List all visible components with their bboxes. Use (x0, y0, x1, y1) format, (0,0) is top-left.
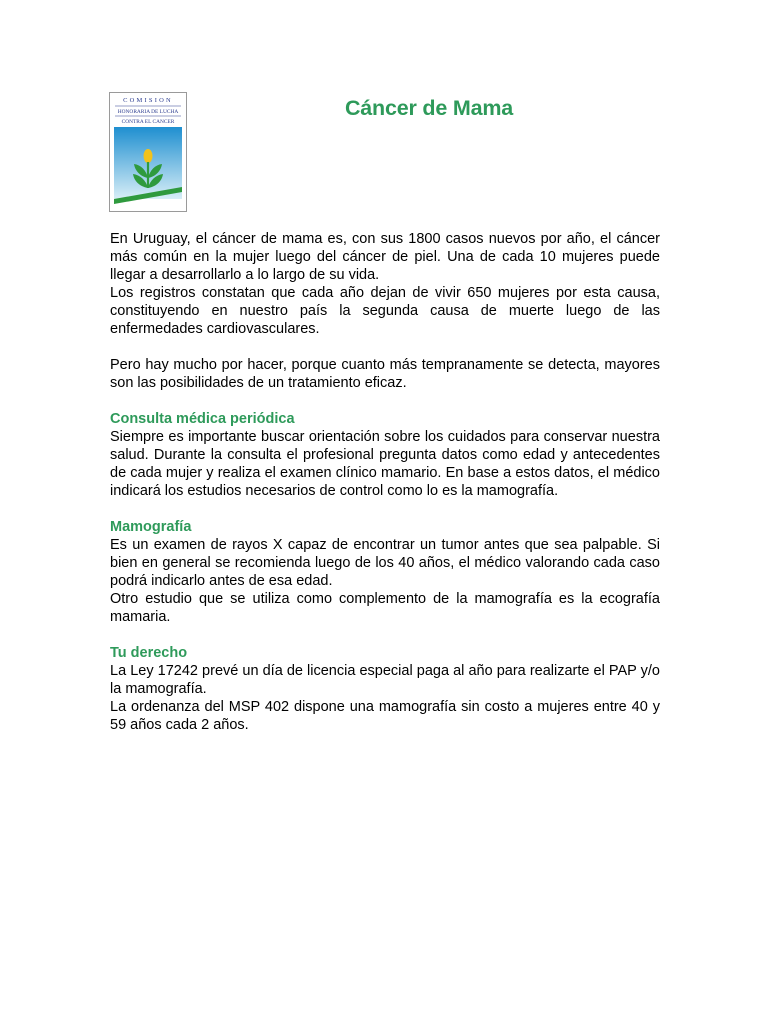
commission-logo (109, 92, 187, 212)
logo-line1: COMISION (123, 97, 173, 104)
page-title: Cáncer de Mama (344, 96, 514, 120)
logo-line2: HONORARIA DE LUCHA (117, 109, 179, 115)
intro-paragraph-3: Pero hay mucho por hacer, porque cuanto más tempranamente se detecta, mayores son las posibilidades de un tratamiento eficaz. (110, 357, 660, 391)
intro-paragraph-1: En Uruguay, el cáncer de mama es, con sus 1800 casos nuevos por año, el cáncer más común en la mujer luego del cáncer de piel. Una de cada 10 mujeres puede llegar a desarrollarlo a lo largo de su vida. (110, 231, 660, 283)
section-paragraph: Es un examen de rayos X capaz de encontrar un tumor antes que sea palpable. Si bien en general se recomienda luego de los 40 años, el médico valorando cada caso podrá indicarlo antes de esa edad. (110, 537, 660, 589)
intro-paragraph-2: Los registros constatan que cada año dejan de vivir 650 mujeres por esta causa, constituyendo en nuestro país la segunda causa de muerte luego de las enfermedades cardiovasculares. (110, 285, 660, 337)
section-heading-tu-derecho: Tu derecho (110, 645, 188, 661)
section-paragraph: La Ley 17242 prevé un día de licencia especial paga al año para realizarte el PAP y/o la mamografía. (110, 663, 660, 697)
section-paragraph: Otro estudio que se utiliza como complemento de la mamografía es la ecografía mamaria. (110, 591, 660, 625)
document-body (110, 230, 660, 734)
section-paragraph: La ordenanza del MSP 402 dispone una mamografía sin costo a mujeres entre 40 y 59 años cada 2 años. (110, 699, 660, 733)
section-paragraph: Siempre es importante buscar orientación sobre los cuidados para conservar nuestra salud. Durante la consulta el profesional pregunta datos como edad y antecedentes de cada mujer y realiza el examen clínico mamario. En base a estos datos, el médico indicará los estudios necesarios de control como lo es la mamografía. (110, 429, 660, 499)
section-heading-mamografia: Mamografía (110, 519, 192, 535)
section-heading-consulta: Consulta médica periódica (110, 411, 295, 427)
logo-line3: CONTRA EL CANCER (121, 119, 175, 125)
